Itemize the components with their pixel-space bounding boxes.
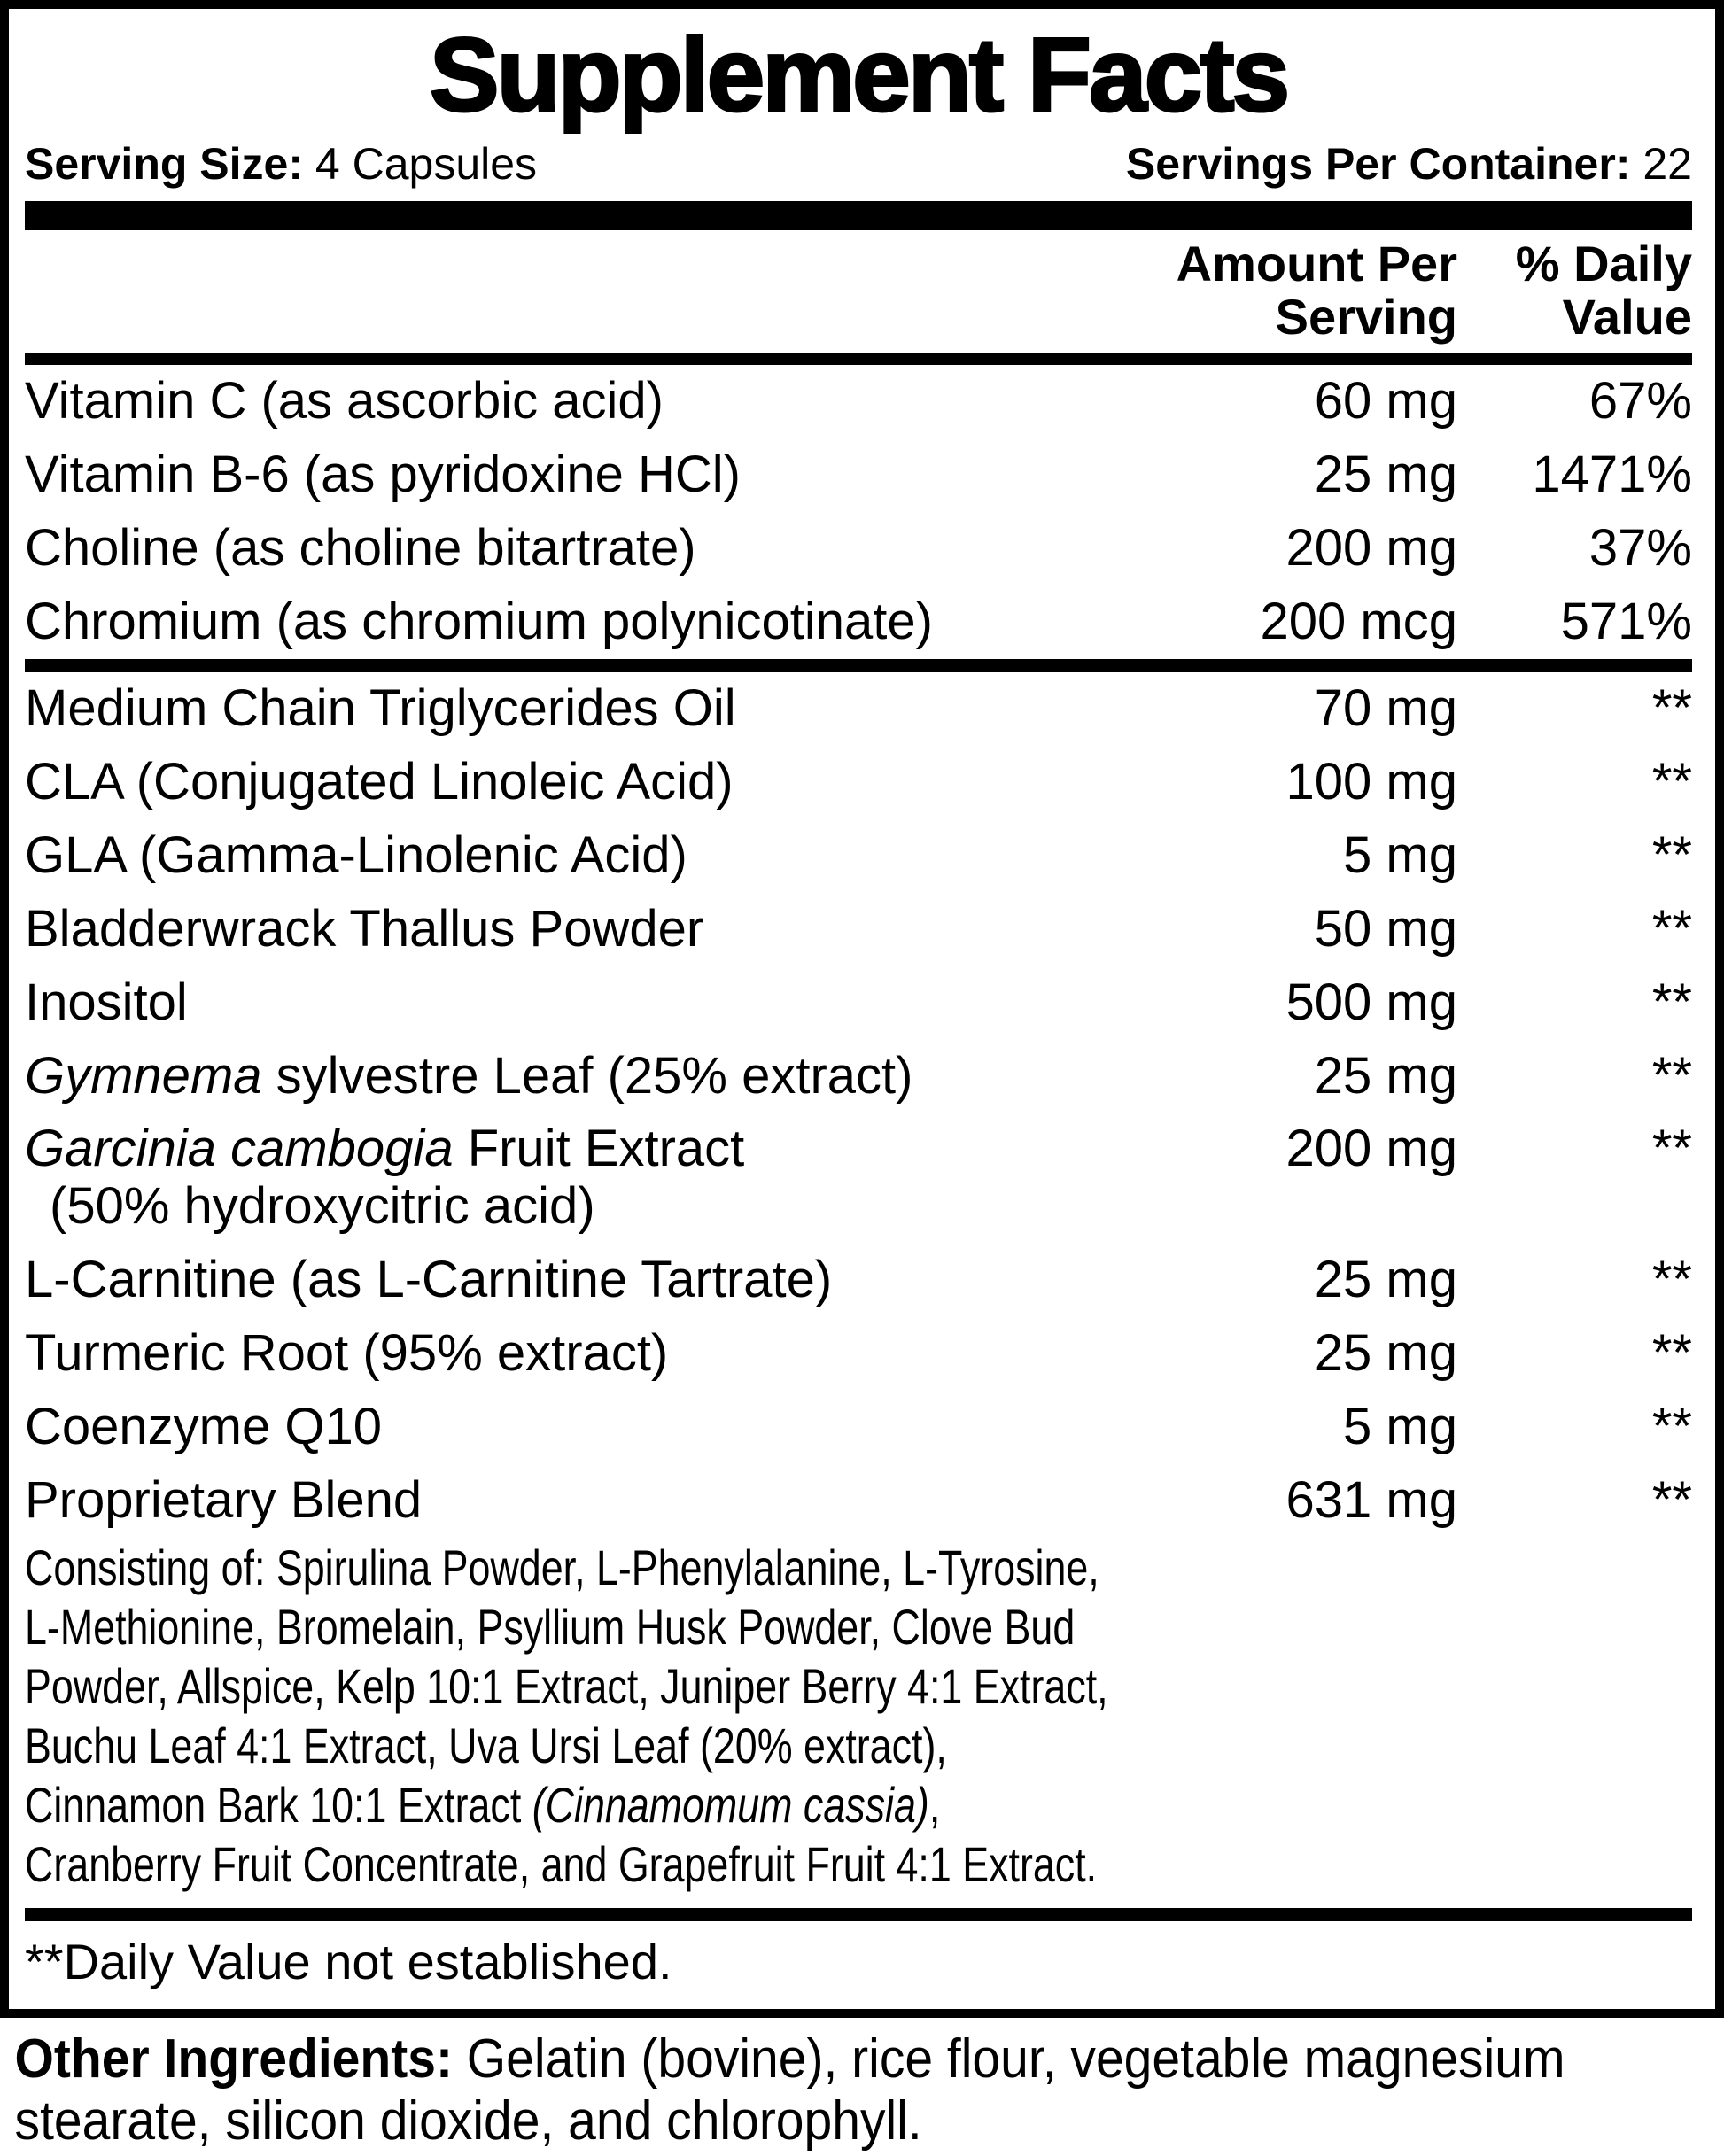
amount-cell: 200 mcg bbox=[1260, 592, 1457, 650]
table-row bbox=[25, 512, 1692, 586]
ingredient-name: CLA (Conjugated Linoleic Acid) bbox=[25, 752, 734, 810]
serving-size bbox=[25, 140, 537, 189]
serving-info-row bbox=[25, 140, 1692, 189]
other-ingredients-label: Other Ingredients: bbox=[14, 2028, 453, 2090]
table-row bbox=[25, 893, 1692, 966]
daily-value-cell: 1471% bbox=[1532, 445, 1692, 503]
daily-value-cell: ** bbox=[1651, 826, 1692, 884]
table-row bbox=[25, 966, 1692, 1040]
amount-cell: 70 mg bbox=[1314, 679, 1457, 737]
daily-value-cell: ** bbox=[1651, 1471, 1692, 1530]
blend-line: Cinnamon Bark 10:1 Extract (Cinnamomum cassia), bbox=[25, 1777, 941, 1834]
amount-cell: 50 mg bbox=[1314, 899, 1457, 958]
amount-cell: 25 mg bbox=[1314, 1046, 1457, 1105]
ingredient-name: Bladderwrack Thallus Powder bbox=[25, 899, 704, 958]
amount-header-line1: Amount Per bbox=[1176, 236, 1457, 291]
page-title: Supplement Facts bbox=[429, 17, 1288, 134]
amount-per-serving-header bbox=[1177, 237, 1457, 345]
amount-cell: 60 mg bbox=[1314, 371, 1457, 430]
table-row bbox=[25, 1391, 1692, 1464]
servings-per-container-value: 22 bbox=[1642, 139, 1692, 189]
daily-value-cell: ** bbox=[1651, 752, 1692, 810]
ingredient-name: Vitamin C (as ascorbic acid) bbox=[25, 371, 664, 430]
table-row bbox=[25, 1244, 1692, 1317]
ingredient-name: Proprietary Blend bbox=[25, 1471, 423, 1530]
section-rule bbox=[25, 659, 1692, 672]
amount-cell: 25 mg bbox=[1314, 445, 1457, 503]
columns-header bbox=[25, 230, 1692, 353]
other-ingredients-line2: stearate, silicon dioxide, and chlorophyll. bbox=[14, 2090, 922, 2152]
servings-per-container-label: Servings Per Container: bbox=[1125, 139, 1631, 189]
ingredient-name: Turmeric Root (95% extract) bbox=[25, 1324, 669, 1383]
ingredient-name: Coenzyme Q10 bbox=[25, 1398, 382, 1456]
footnote-rule bbox=[25, 1908, 1692, 1921]
blend-line: L-Methionine, Bromelain, Psyllium Husk Powder, Clove Bud bbox=[25, 1599, 1076, 1656]
table-row bbox=[25, 1464, 1692, 1538]
amount-header-line2: Serving bbox=[1275, 289, 1457, 345]
daily-value-cell: ** bbox=[1651, 973, 1692, 1031]
other-ingredients-line1-rest: Gelatin (bovine), rice flour, vegetable magnesium bbox=[452, 2028, 1565, 2090]
ingredient-name: GLA (Gamma-Linolenic Acid) bbox=[25, 826, 687, 884]
amount-cell: 5 mg bbox=[1343, 826, 1457, 884]
proprietary-blend-description bbox=[25, 1538, 1359, 1899]
blend-line: Cranberry Fruit Concentrate, and Grapefruit Fruit 4:1 Extract. bbox=[25, 1836, 1098, 1893]
table-row bbox=[25, 586, 1692, 659]
table-row bbox=[25, 1040, 1692, 1113]
blend-line: Powder, Allspice, Kelp 10:1 Extract, Juniper Berry 4:1 Extract, bbox=[25, 1658, 1108, 1715]
other-ingredients-line1 bbox=[14, 2028, 1587, 2094]
daily-value-cell: ** bbox=[1651, 1398, 1692, 1456]
ingredient-name: Garcinia cambogia Fruit Extract (50% hydroxycitric acid) bbox=[25, 1121, 1085, 1236]
table-row bbox=[25, 672, 1692, 746]
ingredient-name: L-Carnitine (as L-Carnitine Tartrate) bbox=[25, 1251, 833, 1309]
serving-size-label: Serving Size: bbox=[25, 139, 303, 189]
daily-value-cell: ** bbox=[1651, 899, 1692, 958]
daily-value-cell: ** bbox=[1651, 679, 1692, 737]
amount-cell: 500 mg bbox=[1285, 973, 1457, 1031]
ingredient-name-line2: (50% hydroxycitric acid) bbox=[50, 1177, 595, 1236]
table-row bbox=[25, 438, 1692, 512]
amount-cell: 100 mg bbox=[1285, 752, 1457, 810]
table-row bbox=[25, 746, 1692, 819]
ingredient-name: Vitamin B-6 (as pyridoxine HCl) bbox=[25, 445, 741, 503]
table-row bbox=[25, 819, 1692, 893]
dv-header-line1: % Daily bbox=[1515, 236, 1692, 291]
daily-value-cell: ** bbox=[1651, 1251, 1692, 1309]
ingredient-name: Medium Chain Triglycerides Oil bbox=[25, 679, 736, 737]
ingredient-rows bbox=[25, 365, 1692, 1538]
serving-size-value: 4 Capsules bbox=[315, 139, 538, 189]
amount-cell: 25 mg bbox=[1314, 1324, 1457, 1383]
ingredient-name: Chromium (as chromium polynicotinate) bbox=[25, 592, 933, 650]
daily-value-cell: 37% bbox=[1588, 518, 1692, 577]
daily-value-cell: ** bbox=[1651, 1120, 1692, 1178]
ingredient-name: Choline (as choline bitartrate) bbox=[25, 518, 696, 577]
dv-header-line2: Value bbox=[1562, 289, 1692, 345]
top-thick-rule bbox=[25, 201, 1692, 230]
daily-value-cell: ** bbox=[1651, 1324, 1692, 1383]
other-ingredients bbox=[0, 2018, 1586, 2156]
amount-cell: 631 mg bbox=[1285, 1471, 1457, 1530]
daily-value-cell: 571% bbox=[1560, 592, 1692, 650]
daily-value-footnote: **Daily Value not established. bbox=[25, 1934, 672, 1990]
table-row bbox=[25, 1317, 1692, 1391]
blend-line: Consisting of: Spirulina Powder, L-Phenylalanine, L-Tyrosine, bbox=[25, 1539, 1099, 1596]
amount-cell: 200 mg bbox=[1285, 1120, 1457, 1178]
amount-cell: 200 mg bbox=[1285, 518, 1457, 577]
servings-per-container bbox=[1126, 140, 1692, 189]
table-row bbox=[25, 1113, 1692, 1244]
amount-cell: 5 mg bbox=[1343, 1398, 1457, 1456]
amount-cell: 25 mg bbox=[1314, 1251, 1457, 1309]
ingredient-name: Gymnema sylvestre Leaf (25% extract) bbox=[25, 1046, 913, 1105]
daily-value-header bbox=[1457, 237, 1692, 345]
blend-line: Buchu Leaf 4:1 Extract, Uva Ursi Leaf (20% extract), bbox=[25, 1718, 947, 1774]
daily-value-cell: 67% bbox=[1588, 371, 1692, 430]
daily-value-cell: ** bbox=[1651, 1046, 1692, 1105]
header-rule bbox=[25, 353, 1692, 365]
table-row bbox=[25, 365, 1692, 438]
ingredient-name: Inositol bbox=[25, 973, 188, 1031]
